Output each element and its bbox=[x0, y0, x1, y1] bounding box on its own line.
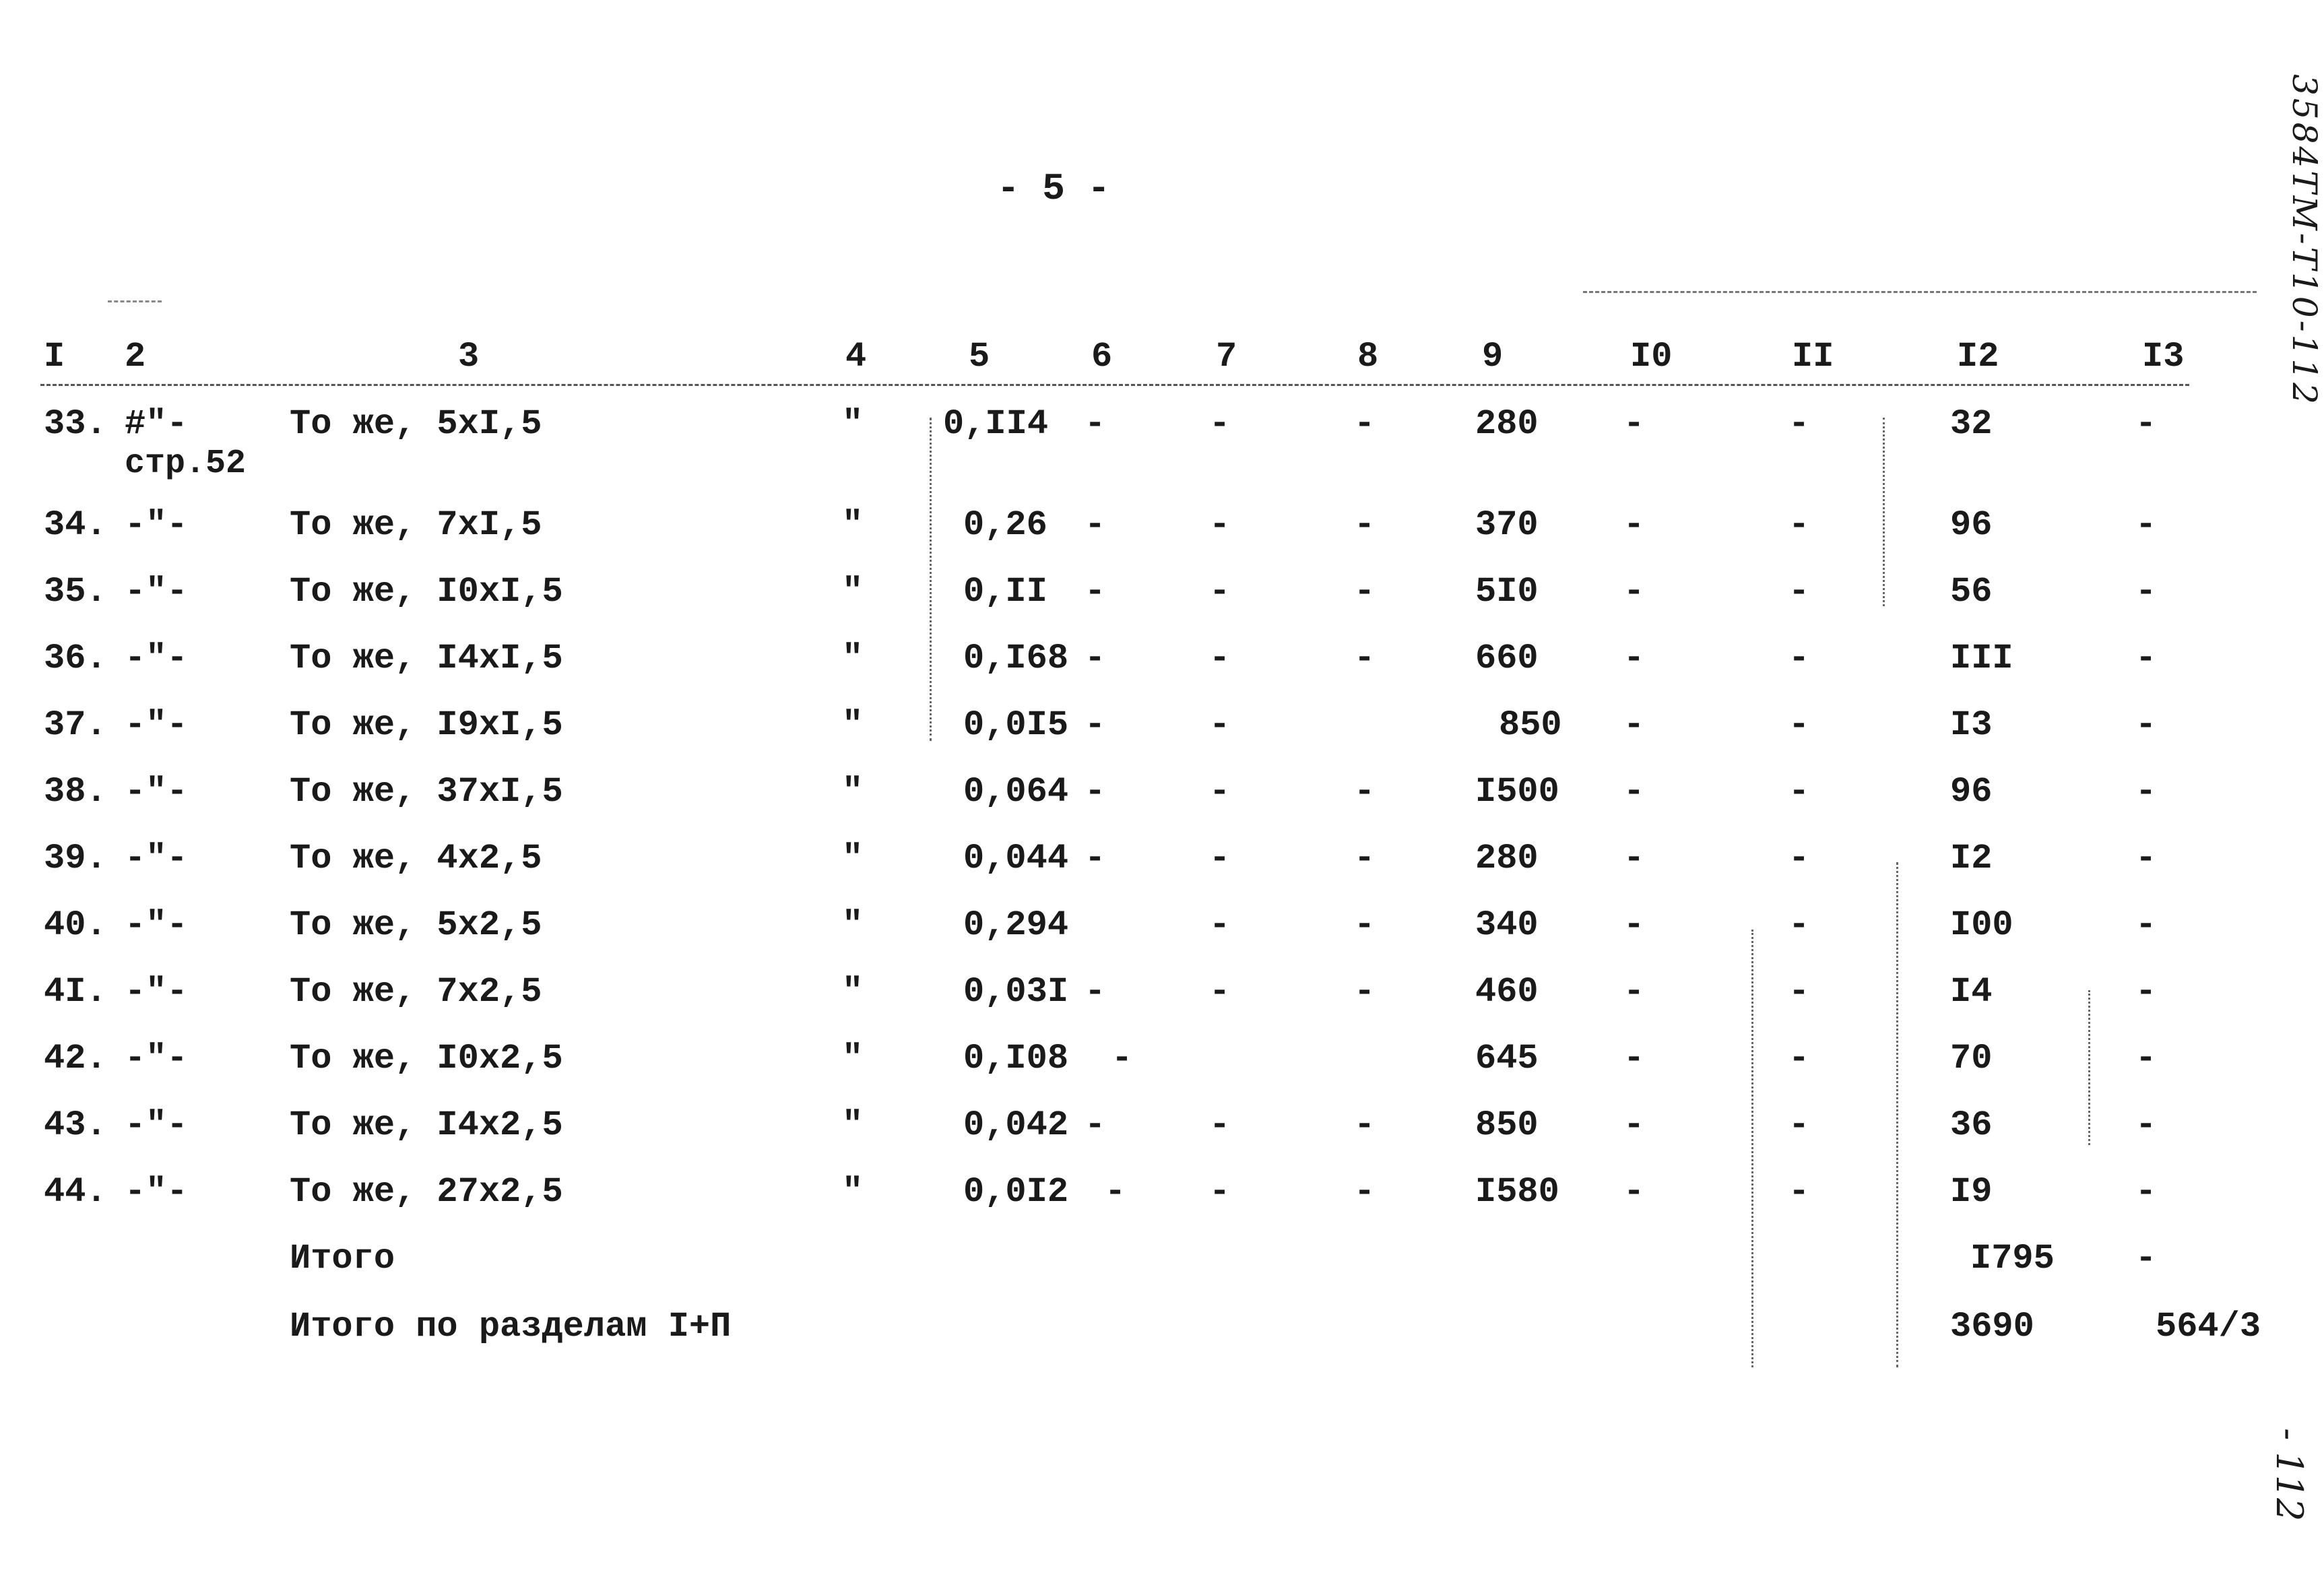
table-row bbox=[0, 572, 2307, 639]
row-name: То же, I4х2,5 bbox=[290, 1105, 563, 1145]
row-c9: I580 bbox=[1475, 1172, 1559, 1212]
row-number: 42. bbox=[44, 1039, 107, 1078]
row-c9: 660 bbox=[1475, 639, 1539, 678]
row-number: 40. bbox=[44, 905, 107, 945]
table-row bbox=[0, 639, 2307, 705]
row-c10: - bbox=[1623, 1172, 1645, 1212]
row-number: 44. bbox=[44, 1172, 107, 1212]
row-c9: 460 bbox=[1475, 972, 1539, 1012]
row-c11: - bbox=[1788, 505, 1810, 545]
row-c13: - bbox=[2135, 905, 2157, 945]
total-sections-c12: 3690 bbox=[1950, 1307, 2034, 1346]
row-c7: - bbox=[1209, 572, 1231, 612]
row-c8: - bbox=[1354, 639, 1376, 678]
row-c10: - bbox=[1623, 505, 1645, 545]
row-c5: 0,II4 bbox=[943, 404, 1049, 444]
row-ref-page: стр.52 bbox=[125, 445, 247, 483]
row-number: 35. bbox=[44, 572, 107, 612]
row-number: 34. bbox=[44, 505, 107, 545]
row-name: То же, 7хI,5 bbox=[290, 505, 542, 545]
row-c7: - bbox=[1209, 505, 1231, 545]
row-c10: - bbox=[1623, 572, 1645, 612]
row-name: То же, 7х2,5 bbox=[290, 972, 542, 1012]
row-c13: - bbox=[2135, 705, 2157, 745]
total-sections-c13: 564/3 bbox=[2156, 1307, 2261, 1346]
row-c4: " bbox=[842, 505, 864, 545]
row-c13: - bbox=[2135, 572, 2157, 612]
row-c10: - bbox=[1623, 839, 1645, 878]
row-number: 43. bbox=[44, 1105, 107, 1145]
row-number: 33. bbox=[44, 404, 107, 444]
row-c11: - bbox=[1788, 905, 1810, 945]
row-c8: - bbox=[1354, 972, 1376, 1012]
row-c7: - bbox=[1209, 1105, 1231, 1145]
total-label: Итого bbox=[290, 1239, 395, 1278]
row-c5: 0,0I5 bbox=[963, 705, 1069, 745]
row-c10: - bbox=[1623, 705, 1645, 745]
total-c13: - bbox=[2135, 1239, 2157, 1278]
header-col-3: 3 bbox=[458, 337, 480, 377]
row-c13: - bbox=[2135, 772, 2157, 812]
table-row bbox=[0, 1172, 2307, 1239]
row-c9: 280 bbox=[1475, 839, 1539, 878]
row-c12: 36 bbox=[1950, 1105, 1993, 1145]
row-c13: - bbox=[2135, 972, 2157, 1012]
row-c5: 0,042 bbox=[963, 1105, 1069, 1145]
side-page-number: - 112 bbox=[2268, 1428, 2311, 1522]
header-col-6: 6 bbox=[1091, 337, 1113, 377]
row-c9: 850 bbox=[1499, 705, 1562, 745]
row-c11: - bbox=[1788, 839, 1810, 878]
row-c5: 0,I08 bbox=[963, 1039, 1069, 1078]
row-c6: - bbox=[1085, 972, 1106, 1012]
row-c13: - bbox=[2135, 1105, 2157, 1145]
row-c10: - bbox=[1623, 404, 1645, 444]
row-c9: 370 bbox=[1475, 505, 1539, 545]
row-number: 4I. bbox=[44, 972, 107, 1012]
row-c10: - bbox=[1623, 1039, 1645, 1078]
header-col-11: II bbox=[1792, 337, 1834, 377]
row-c11: - bbox=[1788, 1039, 1810, 1078]
row-ref: -"- bbox=[125, 705, 188, 745]
row-ref: -"- bbox=[125, 839, 188, 878]
row-c4: " bbox=[842, 1105, 864, 1145]
row-c8: - bbox=[1354, 1105, 1376, 1145]
row-ref: -"- bbox=[125, 639, 188, 678]
row-number: 37. bbox=[44, 705, 107, 745]
row-name: То же, 5хI,5 bbox=[290, 404, 542, 444]
row-c4: " bbox=[842, 639, 864, 678]
row-c8: - bbox=[1354, 905, 1376, 945]
row-c7: - bbox=[1209, 972, 1231, 1012]
row-c5: 0,03I bbox=[963, 972, 1069, 1012]
row-name: То же, 27х2,5 bbox=[290, 1172, 563, 1212]
row-c11: - bbox=[1788, 1105, 1810, 1145]
row-c7: - bbox=[1209, 404, 1231, 444]
side-document-code: 3584ТМ-Т10-112 bbox=[2285, 74, 2324, 407]
header-col-10: I0 bbox=[1630, 337, 1673, 377]
row-c8: - bbox=[1354, 505, 1376, 545]
header-rule bbox=[40, 384, 2189, 386]
row-c7: - bbox=[1209, 705, 1231, 745]
row-c12: 56 bbox=[1950, 572, 1993, 612]
header-col-12: I2 bbox=[1957, 337, 1999, 377]
header-col-2: 2 bbox=[125, 337, 146, 377]
table-row bbox=[0, 839, 2307, 905]
row-ref: -"- bbox=[125, 905, 188, 945]
header-col-9: 9 bbox=[1482, 337, 1504, 377]
top-rule bbox=[1583, 291, 2257, 293]
row-c12: I3 bbox=[1950, 705, 1993, 745]
total-sections-label: Итого по разделам I+П bbox=[290, 1307, 732, 1346]
table-row bbox=[0, 1105, 2307, 1172]
row-c12: I9 bbox=[1950, 1172, 1993, 1212]
row-name: То же, 4х2,5 bbox=[290, 839, 542, 878]
row-c11: - bbox=[1788, 404, 1810, 444]
row-c10: - bbox=[1623, 972, 1645, 1012]
row-c12: 96 bbox=[1950, 505, 1993, 545]
row-c5: 0,0I2 bbox=[963, 1172, 1069, 1212]
row-c5: 0,064 bbox=[963, 772, 1069, 812]
table-row bbox=[0, 905, 2307, 972]
row-ref: #"- bbox=[125, 404, 188, 444]
row-c11: - bbox=[1788, 639, 1810, 678]
row-ref: -"- bbox=[125, 1172, 188, 1212]
row-c6: - bbox=[1085, 572, 1106, 612]
row-c9: 645 bbox=[1475, 1039, 1539, 1078]
row-number: 38. bbox=[44, 772, 107, 812]
row-ref: -"- bbox=[125, 505, 188, 545]
row-c7: - bbox=[1209, 905, 1231, 945]
table-header bbox=[0, 337, 2307, 384]
row-c8: - bbox=[1354, 1172, 1376, 1212]
row-c4: " bbox=[842, 839, 864, 878]
row-c6: - bbox=[1105, 1172, 1126, 1212]
table-row bbox=[0, 404, 2307, 483]
row-c11: - bbox=[1788, 705, 1810, 745]
row-c6: - bbox=[1085, 404, 1106, 444]
row-c8: - bbox=[1354, 404, 1376, 444]
row-number: 39. bbox=[44, 839, 107, 878]
row-c13: - bbox=[2135, 639, 2157, 678]
row-c6: - bbox=[1085, 705, 1106, 745]
row-c4: " bbox=[842, 1172, 864, 1212]
header-col-1: I bbox=[44, 337, 65, 377]
row-name: То же, I0хI,5 bbox=[290, 572, 563, 612]
row-c6: - bbox=[1085, 839, 1106, 878]
table-body bbox=[0, 404, 2307, 1381]
row-name: То же, 37хI,5 bbox=[290, 772, 563, 812]
row-c9: 5I0 bbox=[1475, 572, 1539, 612]
row-c9: I500 bbox=[1475, 772, 1559, 812]
row-number: 36. bbox=[44, 639, 107, 678]
row-c13: - bbox=[2135, 1172, 2157, 1212]
row-ref: -"- bbox=[125, 772, 188, 812]
total-c12: I795 bbox=[1970, 1239, 2055, 1278]
row-name: То же, I0х2,5 bbox=[290, 1039, 563, 1078]
row-c4: " bbox=[842, 572, 864, 612]
row-c5: 0,044 bbox=[963, 839, 1069, 878]
row-c9: 850 bbox=[1475, 1105, 1539, 1145]
row-c7: - bbox=[1209, 639, 1231, 678]
row-c7: - bbox=[1209, 1172, 1231, 1212]
table-row bbox=[0, 972, 2307, 1039]
row-ref: -"- bbox=[125, 1039, 188, 1078]
header-col-8: 8 bbox=[1357, 337, 1379, 377]
row-c4: " bbox=[842, 972, 864, 1012]
row-c12: 32 bbox=[1950, 404, 1993, 444]
row-c8: - bbox=[1354, 839, 1376, 878]
row-c12: 70 bbox=[1950, 1039, 1993, 1078]
row-c10: - bbox=[1623, 772, 1645, 812]
row-c7: - bbox=[1209, 772, 1231, 812]
row-c11: - bbox=[1788, 772, 1810, 812]
page-number: - 5 - bbox=[997, 167, 1111, 210]
row-c6: - bbox=[1085, 1105, 1106, 1145]
row-c8: - bbox=[1354, 572, 1376, 612]
header-col-7: 7 bbox=[1216, 337, 1237, 377]
header-col-5: 5 bbox=[969, 337, 990, 377]
top-rule-left bbox=[108, 300, 162, 302]
row-ref: -"- bbox=[125, 972, 188, 1012]
row-c4: " bbox=[842, 905, 864, 945]
row-c5: 0,I68 bbox=[963, 639, 1069, 678]
row-c13: - bbox=[2135, 505, 2157, 545]
row-c5: 0,II bbox=[963, 572, 1047, 612]
row-c5: 0,26 bbox=[963, 505, 1047, 545]
table-row bbox=[0, 505, 2307, 572]
row-c6: - bbox=[1111, 1039, 1133, 1078]
row-c10: - bbox=[1623, 1105, 1645, 1145]
row-c12: I2 bbox=[1950, 839, 1993, 878]
row-c10: - bbox=[1623, 905, 1645, 945]
row-c11: - bbox=[1788, 972, 1810, 1012]
row-c4: " bbox=[842, 772, 864, 812]
table-row bbox=[0, 705, 2307, 772]
row-name: То же, I4хI,5 bbox=[290, 639, 563, 678]
row-c6: - bbox=[1085, 505, 1106, 545]
row-ref: -"- bbox=[125, 572, 188, 612]
row-c10: - bbox=[1623, 639, 1645, 678]
row-c12: III bbox=[1950, 639, 2013, 678]
header-col-13: I3 bbox=[2142, 337, 2185, 377]
row-c11: - bbox=[1788, 1172, 1810, 1212]
row-c4: " bbox=[842, 705, 864, 745]
row-c12: I4 bbox=[1950, 972, 1993, 1012]
row-c13: - bbox=[2135, 404, 2157, 444]
row-c8: - bbox=[1354, 772, 1376, 812]
row-c9: 340 bbox=[1475, 905, 1539, 945]
row-c7: - bbox=[1209, 839, 1231, 878]
row-c9: 280 bbox=[1475, 404, 1539, 444]
row-c11: - bbox=[1788, 572, 1810, 612]
row-c4: " bbox=[842, 1039, 864, 1078]
total-row bbox=[0, 1239, 2307, 1305]
table-row bbox=[0, 772, 2307, 839]
row-c12: 96 bbox=[1950, 772, 1993, 812]
row-c6: - bbox=[1085, 639, 1106, 678]
row-name: То же, 5х2,5 bbox=[290, 905, 542, 945]
row-c5: 0,294 bbox=[963, 905, 1069, 945]
table-row bbox=[0, 1039, 2307, 1105]
header-col-4: 4 bbox=[845, 337, 867, 377]
row-ref: -"- bbox=[125, 1105, 188, 1145]
row-c4: " bbox=[842, 404, 864, 444]
row-c13: - bbox=[2135, 1039, 2157, 1078]
row-name: То же, I9хI,5 bbox=[290, 705, 563, 745]
total-sections-row bbox=[0, 1307, 2307, 1373]
row-c13: - bbox=[2135, 839, 2157, 878]
row-c12: I00 bbox=[1950, 905, 2013, 945]
row-c6: - bbox=[1085, 772, 1106, 812]
